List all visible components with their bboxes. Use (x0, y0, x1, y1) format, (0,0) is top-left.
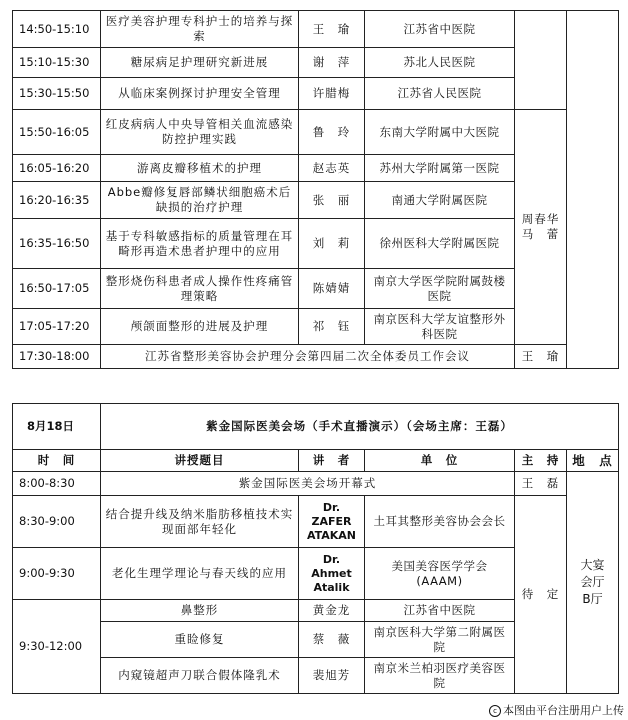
header-time: 时 间 (13, 450, 101, 472)
copyright-icon: c (489, 705, 501, 717)
org-cell: 苏州大学附属第一医院 (365, 155, 515, 182)
meeting-title: 江苏省整形美容协会护理分会第四届二次全体委员工作会议 (101, 345, 515, 369)
topic-cell: 内窥镜超声刀联合假体隆乳术 (101, 658, 299, 694)
header-org: 单 位 (365, 450, 515, 472)
meeting-row (13, 345, 619, 369)
speaker-cell: 裴旭芳 (299, 658, 365, 694)
location-cell: 大宴 会厅 B厅 (567, 472, 619, 694)
opening-title: 紫金国际医美会场开幕式 (101, 472, 515, 496)
time-cell: 8:30-9:00 (13, 496, 101, 548)
time-cell: 8:00-8:30 (13, 472, 101, 496)
topic-cell: 整形烧伤科患者成人操作性疼痛管理策略 (101, 269, 299, 309)
speaker-cell: 蔡 薇 (299, 622, 365, 658)
watermark (489, 702, 624, 718)
topic-cell: 糖尿病足护理研究新进展 (101, 48, 299, 78)
speaker-cell: 鲁 玲 (299, 110, 365, 155)
time-cell: 16:50-17:05 (13, 269, 101, 309)
time-cell: 14:50-15:10 (13, 11, 101, 48)
topic-cell: Abbe瓣修复唇部鳞状细胞癌术后缺损的治疗护理 (101, 182, 299, 219)
org-cell: 江苏省人民医院 (365, 78, 515, 110)
speaker-cell: Dr. Ahmet Atalik (299, 548, 365, 600)
speaker-cell: 赵志英 (299, 155, 365, 182)
host-cell: 周春华 马 蕾 (515, 110, 567, 345)
time-cell: 17:30-18:00 (13, 345, 101, 369)
schedule-table-afternoon (12, 10, 619, 369)
header-host: 主 持 (515, 450, 567, 472)
time-cell: 17:05-17:20 (13, 309, 101, 345)
host-cell: 王 瑜 (515, 345, 567, 369)
topic-cell: 游离皮瓣移植术的护理 (101, 155, 299, 182)
time-cell: 9:30-12:00 (13, 600, 101, 694)
speaker-cell: 许腊梅 (299, 78, 365, 110)
table-row (13, 496, 619, 548)
topic-cell: 鼻整形 (101, 600, 299, 622)
header-location: 地 点 (567, 450, 619, 472)
topic-cell: 老化生理学理论与春天线的应用 (101, 548, 299, 600)
topic-cell: 从临床案例探讨护理安全管理 (101, 78, 299, 110)
org-cell: 南京大学医学院附属鼓楼医院 (365, 269, 515, 309)
schedule-table-morning (12, 403, 619, 694)
org-cell: 东南大学附属中大医院 (365, 110, 515, 155)
speaker-cell: Dr. ZAFER ATAKAN (299, 496, 365, 548)
session-title-row (13, 404, 619, 450)
time-cell: 9:00-9:30 (13, 548, 101, 600)
speaker-cell: 祁 钰 (299, 309, 365, 345)
topic-cell: 重睑修复 (101, 622, 299, 658)
host-cell: 王 磊 (515, 472, 567, 496)
time-cell: 16:20-16:35 (13, 182, 101, 219)
org-cell: 南京米兰柏羽医疗美容医院 (365, 658, 515, 694)
speaker-cell: 陈婧婧 (299, 269, 365, 309)
time-cell: 15:30-15:50 (13, 78, 101, 110)
org-cell: 苏北人民医院 (365, 48, 515, 78)
time-cell: 15:50-16:05 (13, 110, 101, 155)
session-date: 8月18日 (13, 404, 101, 450)
topic-cell: 红皮病病人中央导管相关血流感染防控护理实践 (101, 110, 299, 155)
host-cell-empty (515, 11, 567, 110)
topic-cell: 颅颌面整形的进展及护理 (101, 309, 299, 345)
speaker-cell: 谢 萍 (299, 48, 365, 78)
org-cell: 美国美容医学学会 (AAAM) (365, 548, 515, 600)
speaker-cell: 刘 莉 (299, 219, 365, 269)
org-cell: 南通大学附属医院 (365, 182, 515, 219)
host-cell: 待 定 (515, 496, 567, 694)
org-cell: 江苏省中医院 (365, 600, 515, 622)
org-cell: 江苏省中医院 (365, 11, 515, 48)
header-topic: 讲授题目 (101, 450, 299, 472)
org-cell: 徐州医科大学附属医院 (365, 219, 515, 269)
session-title: 紫金国际医美会场（手术直播演示）（会场主席：王磊） (101, 404, 619, 450)
topic-cell: 基于专科敏感指标的质量管理在耳畸形再造术患者护理中的应用 (101, 219, 299, 269)
location-cell-empty (567, 11, 619, 369)
watermark-text: 本图由平台注册用户上传 (503, 704, 624, 717)
speaker-cell: 黄金龙 (299, 600, 365, 622)
header-row (13, 450, 619, 472)
org-cell: 土耳其整形美容协会会长 (365, 496, 515, 548)
table-row (13, 110, 619, 155)
speaker-cell: 王 瑜 (299, 11, 365, 48)
table-row (13, 11, 619, 48)
opening-row (13, 472, 619, 496)
topic-cell: 医疗美容护理专科护士的培养与探索 (101, 11, 299, 48)
time-cell: 16:35-16:50 (13, 219, 101, 269)
org-cell: 南京医科大学第二附属医院 (365, 622, 515, 658)
org-cell: 南京医科大学友谊整形外科医院 (365, 309, 515, 345)
time-cell: 16:05-16:20 (13, 155, 101, 182)
speaker-cell: 张 丽 (299, 182, 365, 219)
topic-cell: 结合提升线及纳米脂肪移植技术实现面部年轻化 (101, 496, 299, 548)
header-speaker: 讲 者 (299, 450, 365, 472)
time-cell: 15:10-15:30 (13, 48, 101, 78)
